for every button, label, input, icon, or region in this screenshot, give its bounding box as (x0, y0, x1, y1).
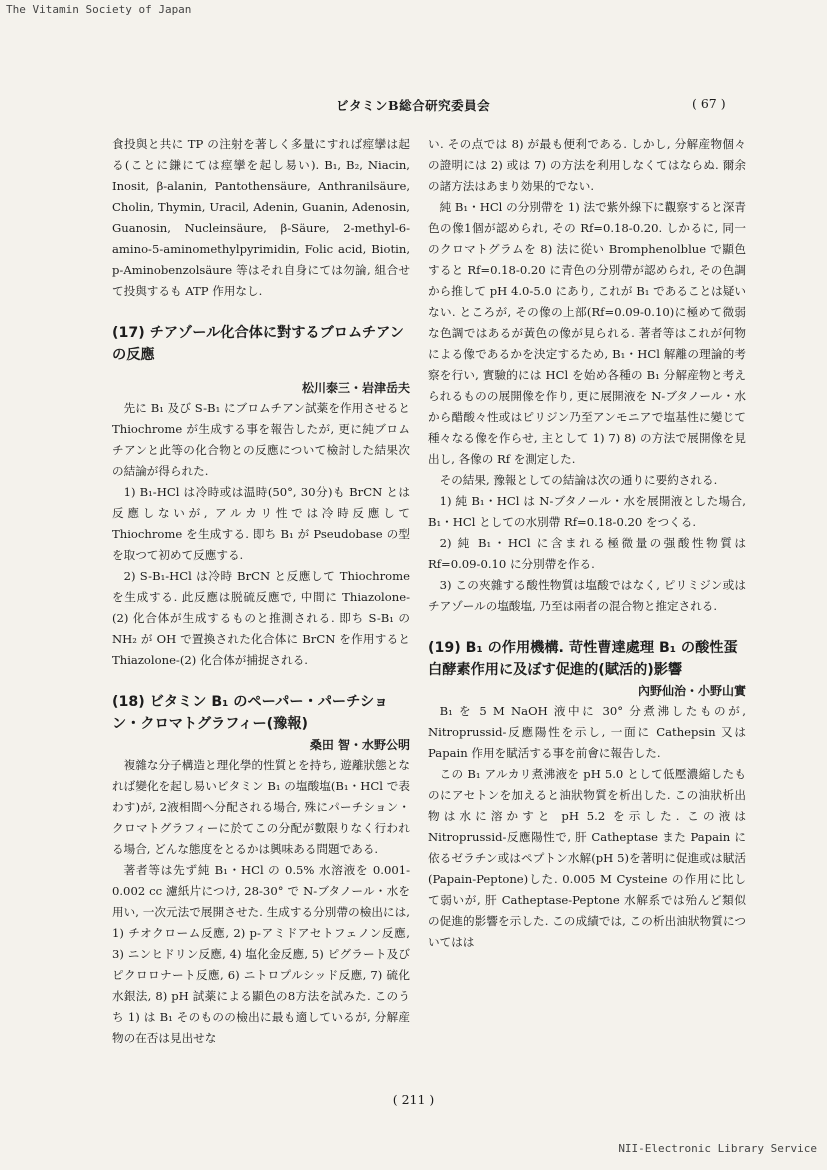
section-19-paragraph: この B₁ アルカリ煮沸液を pH 5.0 として低壓濃縮したものにアセトンを加えると油狀物質を析出した. この油狀析出物は水に溶かすと pH 5.2 を示した. この液は Nitroprussid-反應陽性で, 肝 Catheptase また Papain に依るゼラチン或はペプトン水解(pH 5)を著明に促進或は賦活(Papain-Peptone)した. 0.005 M Cysteine の作用に比して弱いが, 肝 Catheptase-Peptone 水解系では殆んど類似の促進的影響を示した. この成績では, この析出油狀物質についてはは (428, 767, 746, 949)
body-paragraph: 3) この夾雜する酸性物質は塩酸ではなく, ピリミジン或はチアゾールの塩酸塩, 乃至は兩者の混合物と推定される. (428, 578, 746, 613)
body-paragraph: 2) 純 B₁・HCl に含まれる極微量の强酸性物質は Rf=0.09-0.10 に分別帶を作る. (428, 536, 746, 571)
section-18-paragraph: 著者等は先ず純 B₁・HCl の 0.5% 水溶液を 0.001-0.002 cc 濾紙片につけ, 28-30° で N-ブタノール・水を用い, 一次元法で展開させた. 生成する分別帶の檢出には, 1) チオクローム反應, 2) p-アミドアセトフェノン反應, 3) ニンヒドリン反應, 4) 塩化金反應, 5) ピグラート及びピクロロナート反應, 6) ニトロプルシッド反應, 7) 硫化水銀法, 8) pH 試薬による顯色の8方法を試みた. このうち 1) は B₁ そのものの檢出に最も適しているが, 分解産物の在否は見出せな (112, 863, 410, 1045)
source-label: The Vitamin Society of Japan (6, 3, 192, 16)
journal-section-title: ビタミンB総合研究委員会 (336, 98, 491, 113)
section-19-authors: 內野仙治・小野山實 (637, 684, 746, 698)
body-paragraph: 1) 純 B₁・HCl は N-ブタノール・水を展開液とした場合, B₁・HCl としての水別帶 Rf=0.18-0.20 をつくる. (428, 494, 746, 529)
body-paragraph: 純 B₁・HCl の分別帶を 1) 法で紫外線下に觀察すると深青色の像1個が認められ, その Rf=0.18-0.20. しかるに, 同一のクロマトグラムを 8) 法に從い Bromphenolblue で顯色すると Rf=0.18-0.20 に青色の分別帶が認められ, その色調から推して pH 4.0-5.0 にあり, これが B₁ であることは疑いない. ところが, その像の上部(Rf=0.09-0.10)に極めて微弱な色調ではあるが黃色の像が見られる. 著者等はこれが何物による像であるかを決定するため, B₁・HCl 解離の理論的考察を行い, 實驗的には HCl を始め各種の B₁ 分解産物と考えられるものの展開像を作り, 更に展開液を N-ブタノール・水から醋酸々性或はピリジン乃至アンモニアで塩基性に變じて種々なる像を作らせ, 主として 1) 7) 8) の方法で展開像を見出し, 各像の Rf を測定した. (428, 200, 746, 466)
footer-label: NII-Electronic Library Service (618, 1142, 817, 1155)
page-number: ( 211 ) (392, 1092, 435, 1107)
left-column (112, 134, 410, 1049)
section-17-heading: (17) チアゾール化合体に對するブロムチアンの反應 (112, 325, 404, 363)
continuation-paragraph: い. その点では 8) が最も便利である. しかし, 分解産物個々の證明には 2) 或は 7) の方法を利用しなくてはならぬ. 爾余の諸方法はあまり効果的でない. (428, 137, 746, 193)
right-column (428, 134, 746, 953)
section-17-paragraph: 1) B₁-HCl は冷時或は温時(50°, 30分)も BrCN とは反應しないが, アルカリ性では冷時反應して Thiochrome を生成する. 即ち B₁ が Pseudobase の型を取つて初めて反應する. (112, 485, 410, 562)
running-header (0, 96, 827, 116)
body-paragraph: その結果, 豫報としての結論は次の通りに要約される. (439, 473, 718, 487)
section-19-paragraph: B₁ を 5 M NaOH 液中に 30° 分煮沸したものが, Nitroprussid-反應陽性を示し, 一面に Cathepsin 又は Papain 作用を賦活する事を前會に報告した. (428, 704, 746, 760)
section-17-paragraph: 2) S-B₁-HCl は冷時 BrCN と反應して Thiochrome を生成する. 此反應は脱硫反應で, 中間に Thiazolone-(2) 化合体が生成するものと推測される. 即ち S-B₁ の NH₂ が OH で置換された化合体に BrCN を作用すると Thiazolone-(2) 化合体が捕捉される. (112, 569, 410, 667)
intro-paragraph: 食投與と共に TP の注射を著しく多量にすれば痙攣は起る(ことに鎌にては痙攣を起し易い). B₁, B₂, Niacin, Inosit, β-alanin, Pantothensäure, Anthranilsäure, Cholin, Thymin, Uracil, Adenin, Guanin, Adenosin, Guanosin, Nucleinsäure, β-Säure, 2-methyl-6-amino-5-aminomethylpyrimidin, Folic acid, Biotin, p-Aminobenzolsäure 等はそれ自身にては勿論, 組合せて投與するも ATP 作用なし. (112, 137, 410, 298)
section-17-paragraph: 先に B₁ 及び S-B₁ にブロムチアン試薬を作用させると Thiochrome が生成する事を報告したが, 更に純ブロムチアンと此等の化合物との反應について檢討した結果次の結論が得られた. (112, 401, 410, 478)
section-18-authors: 桑田 智・水野公明 (309, 738, 410, 752)
section-17-authors: 松川泰三・岩津岳夫 (301, 381, 410, 395)
header-page-number: ( 67 ) (692, 96, 726, 111)
section-19-heading: (19) B₁ の作用機構. 苛性曹達處理 B₁ の酸性蛋白酵素作用に及ぼす促進的(賦活的)影響 (428, 640, 738, 678)
section-18-paragraph: 複雜な分子構造と理化學的性質とを持ち, 遊離狀態となれば變化を起し易いビタミン B₁ の塩酸塩(B₁・HCl で表わす)が, 2液相間へ分配される場合, 殊にパーチション・クロマトグラフィーに於てこの分配が數限りなく行われる場合, どんな態度をとるかは興味ある問題である. (112, 758, 410, 856)
section-18-heading: (18) ビタミン B₁ のペーパー・パーチション・クロマトグラフィー(豫報) (112, 694, 389, 732)
